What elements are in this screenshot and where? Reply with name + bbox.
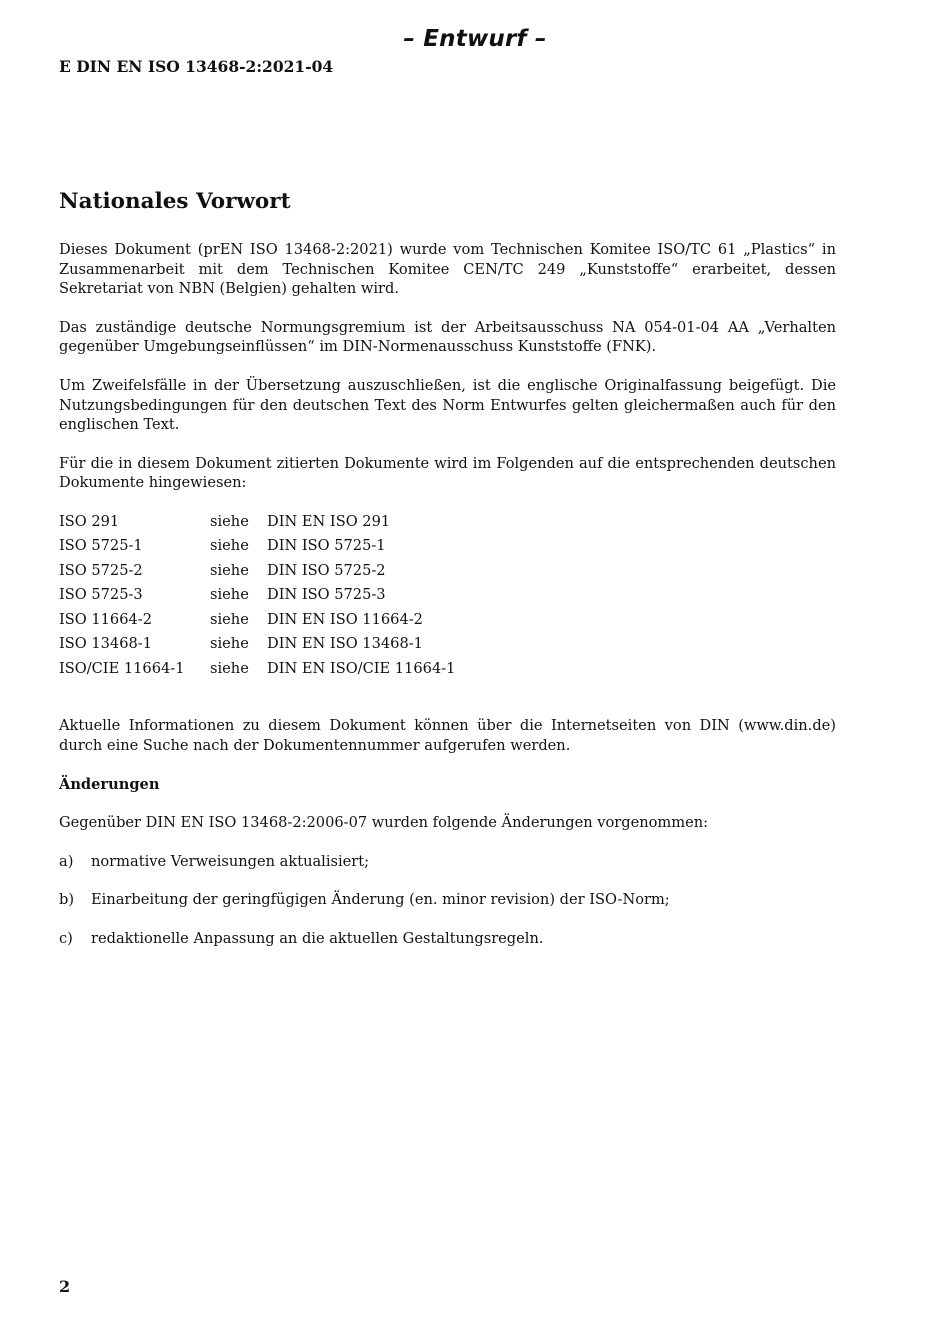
info-paragraph: Aktuelle Informationen zu diesem Dokument können über die Internetseiten von DIN (www.din.de) durch eine Suche nach der Dokumentennummer aufgerufen werden. [59,717,836,755]
document-number: E DIN EN ISO 13468-2:2021-04 [59,57,334,76]
table-row [59,659,455,684]
section-title: Nationales Vorwort [59,189,291,214]
iso-reference: ISO 5725-3 [59,586,143,604]
table-row [59,561,455,586]
iso-reference: ISO/CIE 11664-1 [59,659,185,677]
see-label: siehe [210,659,249,677]
iso-reference: ISO 5725-1 [59,537,143,555]
see-label: siehe [210,537,249,555]
din-reference: DIN EN ISO 13468-1 [267,635,423,653]
see-label: siehe [210,586,249,604]
table-row [59,634,455,659]
list-marker: b) [59,891,75,909]
see-label: siehe [210,635,249,653]
table-row [59,512,455,537]
din-reference: DIN ISO 5725-3 [267,586,386,604]
page-content [59,186,836,968]
din-reference: DIN EN ISO/CIE 11664-1 [267,659,456,677]
see-label: siehe [210,561,249,579]
paragraph: Das zuständige deutsche Normungsgremium ist der Arbeitsausschuss NA 054-01-04 AA „Verhalten gegenüber Umgebungseinflüssen“ im DIN-Normenausschuss Kunststoffe (FNK). [59,318,836,356]
changes-heading: Änderungen [59,775,160,793]
list-item [59,852,836,872]
iso-reference: ISO 11664-2 [59,610,153,628]
draft-watermark: – Entwurf – [403,26,547,52]
din-reference: DIN EN ISO 291 [267,512,391,530]
see-label: siehe [210,610,249,628]
din-reference: DIN ISO 5725-1 [267,537,386,555]
list-item [59,890,836,910]
list-marker: a) [59,852,74,870]
iso-reference: ISO 291 [59,512,120,530]
paragraph: Um Zweifelsfälle in der Übersetzung auszuschließen, ist die englische Originalfassung beigefügt. Die Nutzungsbedingungen für den deutschen Text des Norm Entwurfes gelten gleichermaßen auch für den englischen Text. [59,376,836,434]
list-item-text: Einarbeitung der geringfügigen Änderung (en. minor revision) der ISO-Norm; [91,891,670,909]
list-item-text: normative Verweisungen aktualisiert; [91,852,370,870]
see-label: siehe [210,512,249,530]
page-number: 2 [59,1277,71,1296]
din-reference: DIN ISO 5725-2 [267,561,386,579]
reference-table [59,512,455,684]
table-row [59,610,455,635]
paragraph: Dieses Dokument (prEN ISO 13468-2:2021) wurde vom Technischen Komitee ISO/TC 61 „Plastics“ in Zusammenarbeit mit dem Technischen Komitee CEN/TC 249 „Kunststoffe“ erarbeitet, dessen Sekretariat von NBN (Belgien) gehalten wird. [59,241,836,298]
list-item [59,929,836,949]
list-marker: c) [59,930,73,947]
table-row [59,536,455,561]
list-item-text: redaktionelle Anpassung an die aktuellen Gestaltungsregeln. [91,930,544,947]
table-row [59,585,455,610]
paragraph: Für die in diesem Dokument zitierten Dokumente wird im Folgenden auf die entsprechenden deutschen Dokumente hingewiesen: [59,454,836,492]
iso-reference: ISO 13468-1 [59,635,153,653]
changes-intro: Gegenüber DIN EN ISO 13468-2:2006-07 wurden folgende Änderungen vorgenommen: [59,814,709,832]
iso-reference: ISO 5725-2 [59,561,143,579]
din-reference: DIN EN ISO 11664-2 [267,610,423,628]
